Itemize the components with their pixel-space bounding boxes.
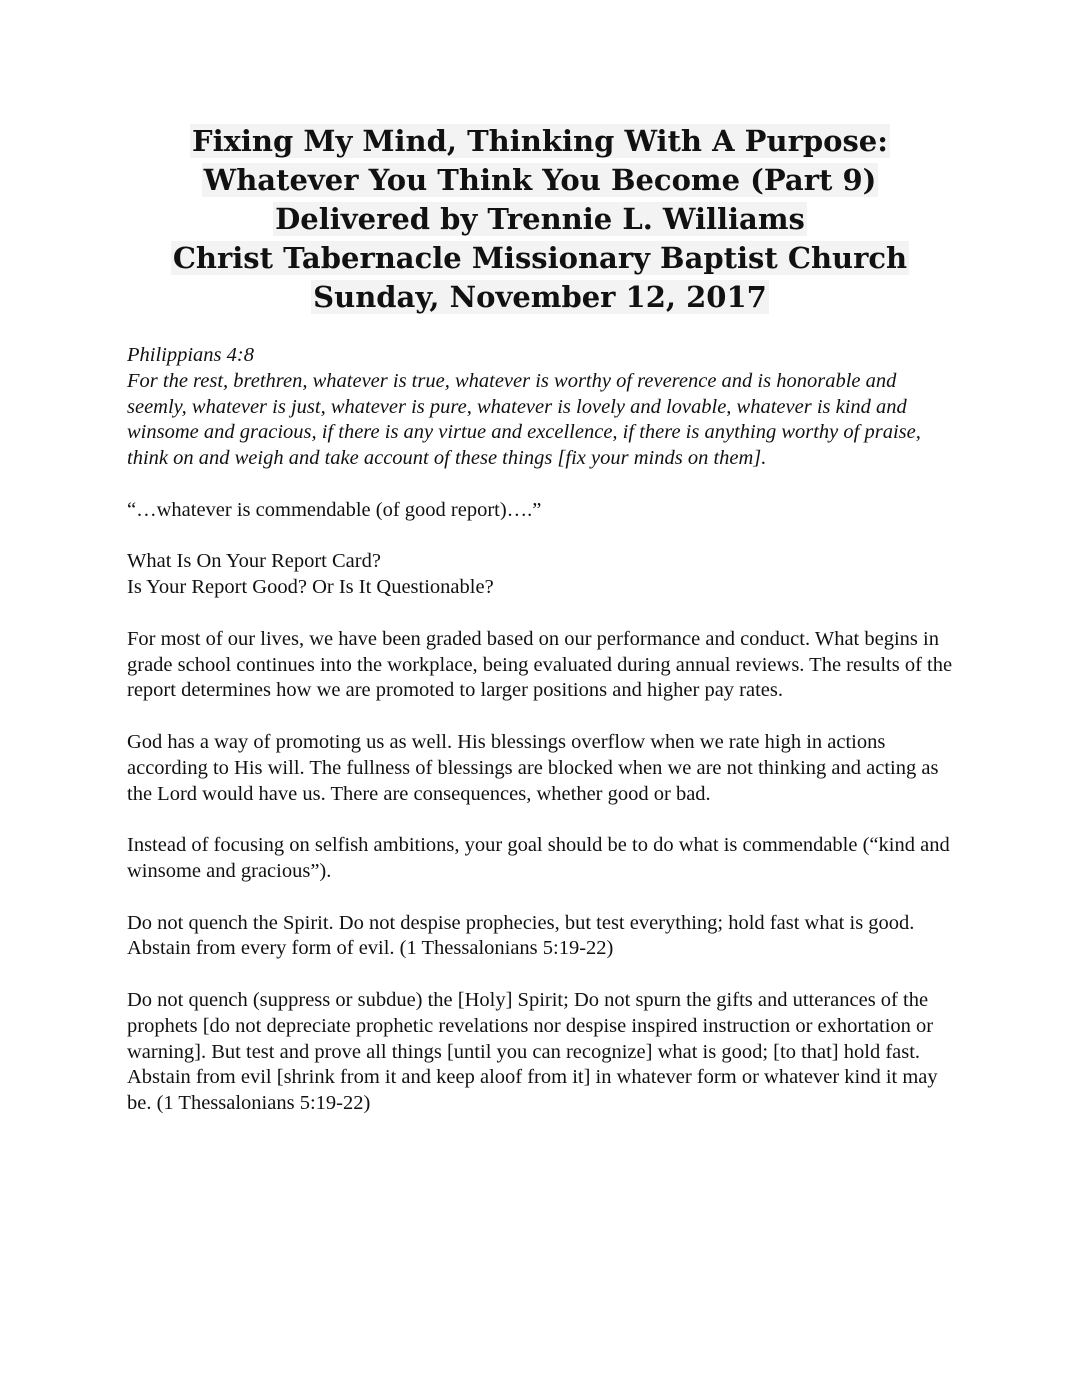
paragraph-god-promoting: God has a way of promoting us as well. His blessings overflow when we rate high in actions according to His will. The fullness of blessings are blocked when we are not thinking and acting as the Lord would have us. There are consequences, whether good or bad. [127,730,939,805]
scripture-block [127,343,957,472]
paragraph-graded: For most of our lives, we have been graded based on our performance and conduct. What begins in grade school continues into the workplace, being evaluated during annual reviews. The results of the report determines how we are promoted to larger positions and higher pay rates. [127,627,953,702]
title-line-series: Fixing My Mind, Thinking With A Purpose: [192,124,888,158]
question-report-card: What Is On Your Report Card? [127,550,381,573]
paragraph-thessalonians-esv: Do not quench the Spirit. Do not despise prophecies, but test everything; hold fast what is good. Abstain from every form of evil. (1 Thessalonians 5:19-22) [127,911,915,960]
title-line-church: Christ Tabernacle Missionary Baptist Church [172,241,908,275]
scripture-text: For the rest, brethren, whatever is true, whatever is worthy of reverence and is honorable and seemly, whatever is just, whatever is pure, whatever is lovely and lovable, whatever is kind and winsome and gracious, if there is any virtue and excellence, if there is anything worthy of praise, think on and weigh and take account of these things [fix your minds on them]. [127,369,921,470]
sermon-body [127,343,957,1143]
paragraph-thessalonians-amp: Do not quench (suppress or subdue) the [Holy] Spirit; Do not spurn the gifts and utterances of the prophets [do not depreciate prophetic revelations nor despise inspired instruction or exhortation or warning]. But test and prove all things [until you can recognize] what is good; [to that] hold fast. Abstain from evil [shrink from it and keep aloof from it] in whatever form or whatever kind it may be. (1 Thessalonians 5:19-22) [127,988,938,1115]
title-line-speaker: Delivered by Trennie L. Williams [275,202,805,236]
title-line-date: Sunday, November 12, 2017 [313,280,767,314]
report-card-questions [127,549,957,601]
title-line-part: Whatever You Think You Become (Part 9) [203,163,877,197]
scripture-reference: Philippians 4:8 [127,344,254,366]
commendable-quote: “…whatever is commendable (of good report)….” [127,498,542,521]
paragraph-commendable-goal: Instead of focusing on selfish ambitions, your goal should be to do what is commendable (“kind and winsome and gracious”). [127,834,950,882]
question-report-good: Is Your Report Good? Or Is It Questionable? [127,576,494,599]
sermon-title-block [0,122,1080,317]
